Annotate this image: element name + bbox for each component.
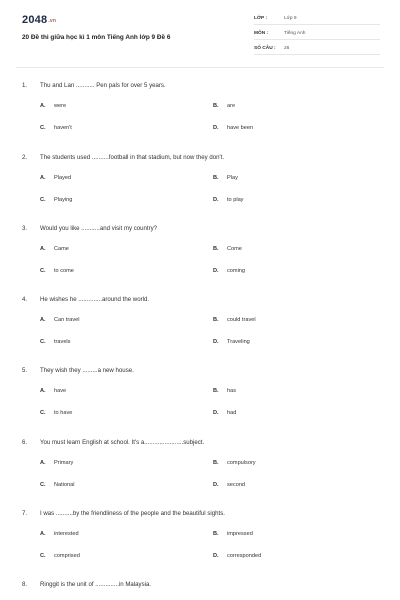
question-4	[0, 296, 400, 368]
option-b[interactable]: B. Come	[213, 246, 242, 252]
question-2	[0, 154, 400, 226]
question-number: 1.	[22, 82, 28, 89]
option-a[interactable]: A. interested	[40, 531, 79, 537]
meta-subject-label: MÔN :	[254, 31, 269, 36]
option-b[interactable]: B. are	[213, 103, 236, 109]
option-b[interactable]: B. has	[213, 388, 237, 394]
question-5	[0, 367, 400, 439]
option-d[interactable]: D. corresponded	[213, 553, 262, 559]
option-d[interactable]: D. coming	[213, 268, 246, 274]
option-d[interactable]: D. have been	[213, 125, 254, 131]
question-8	[0, 581, 400, 595]
option-d[interactable]: D. Traveling	[213, 339, 250, 345]
option-c[interactable]: C. haven't	[40, 125, 72, 131]
option-b[interactable]: B. compulsory	[213, 460, 256, 466]
option-c[interactable]: C. comprised	[40, 553, 80, 559]
option-c[interactable]: C. National	[40, 482, 75, 488]
exam-title: 20 Đề thi giữa học kì 1 môn Tiếng Anh lớp 9 Đề 6	[22, 34, 171, 41]
meta-count-label: SỐ CÂU :	[254, 46, 276, 51]
header-divider	[16, 67, 384, 68]
logo-text: 2048	[22, 14, 48, 26]
option-d[interactable]: D. had	[213, 410, 237, 416]
question-6	[0, 439, 400, 511]
question-number: 8.	[22, 581, 28, 588]
question-stem: Would you like ...........and visit my country?	[40, 225, 158, 232]
option-b[interactable]: B. impressed	[213, 531, 253, 537]
option-b[interactable]: B. could travel	[213, 317, 256, 323]
option-c[interactable]: C. to have	[40, 410, 73, 416]
question-number: 7.	[22, 510, 28, 517]
option-c[interactable]: C. to come	[40, 268, 74, 274]
question-number: 3.	[22, 225, 28, 232]
option-a[interactable]: A. Primary	[40, 460, 74, 466]
logo-domain: .vn	[48, 18, 57, 24]
meta-count-value: 26	[284, 46, 290, 51]
option-b[interactable]: B. Play	[213, 175, 238, 181]
option-a[interactable]: A. have	[40, 388, 67, 394]
question-1	[0, 82, 400, 154]
question-stem: The students used ..........football in that stadium, but now they don't.	[40, 154, 225, 161]
meta-subject	[254, 29, 380, 40]
meta-question-count	[254, 44, 380, 55]
question-stem: I was ..........by the friendliness of the people and the beautiful sights.	[40, 510, 225, 517]
question-stem: You must learn English at school. It's a.......................subject.	[40, 439, 205, 446]
option-d[interactable]: D. to play	[213, 197, 244, 203]
option-a[interactable]: A. Came	[40, 246, 69, 252]
meta-subject-value: Tiếng Anh	[284, 31, 306, 36]
question-number: 2.	[22, 154, 28, 161]
option-d[interactable]: D. second	[213, 482, 246, 488]
option-a[interactable]: A. Played	[40, 175, 72, 181]
question-7	[0, 510, 400, 582]
question-number: 5.	[22, 367, 28, 374]
question-number: 6.	[22, 439, 28, 446]
question-3	[0, 225, 400, 297]
option-c[interactable]: C. travels	[40, 339, 71, 345]
question-number: 4.	[22, 296, 28, 303]
question-stem: They wish they .........a new house.	[40, 367, 134, 374]
question-stem: Ringgit is the unit of ..............in Malaysia.	[40, 581, 152, 588]
question-stem: Thu and Lan ........... Pen pals for over 5 years.	[40, 82, 166, 89]
question-stem: He wishes he ..............around the world.	[40, 296, 150, 303]
meta-grade-value: Lớp 9	[284, 16, 297, 21]
option-a[interactable]: A. Can travel	[40, 317, 80, 323]
meta-grade-label: LỚP :	[254, 16, 268, 21]
site-logo[interactable]	[22, 14, 56, 26]
option-a[interactable]: A. were	[40, 103, 67, 109]
exam-header	[0, 0, 400, 58]
option-c[interactable]: C. Playing	[40, 197, 73, 203]
meta-grade	[254, 14, 380, 25]
